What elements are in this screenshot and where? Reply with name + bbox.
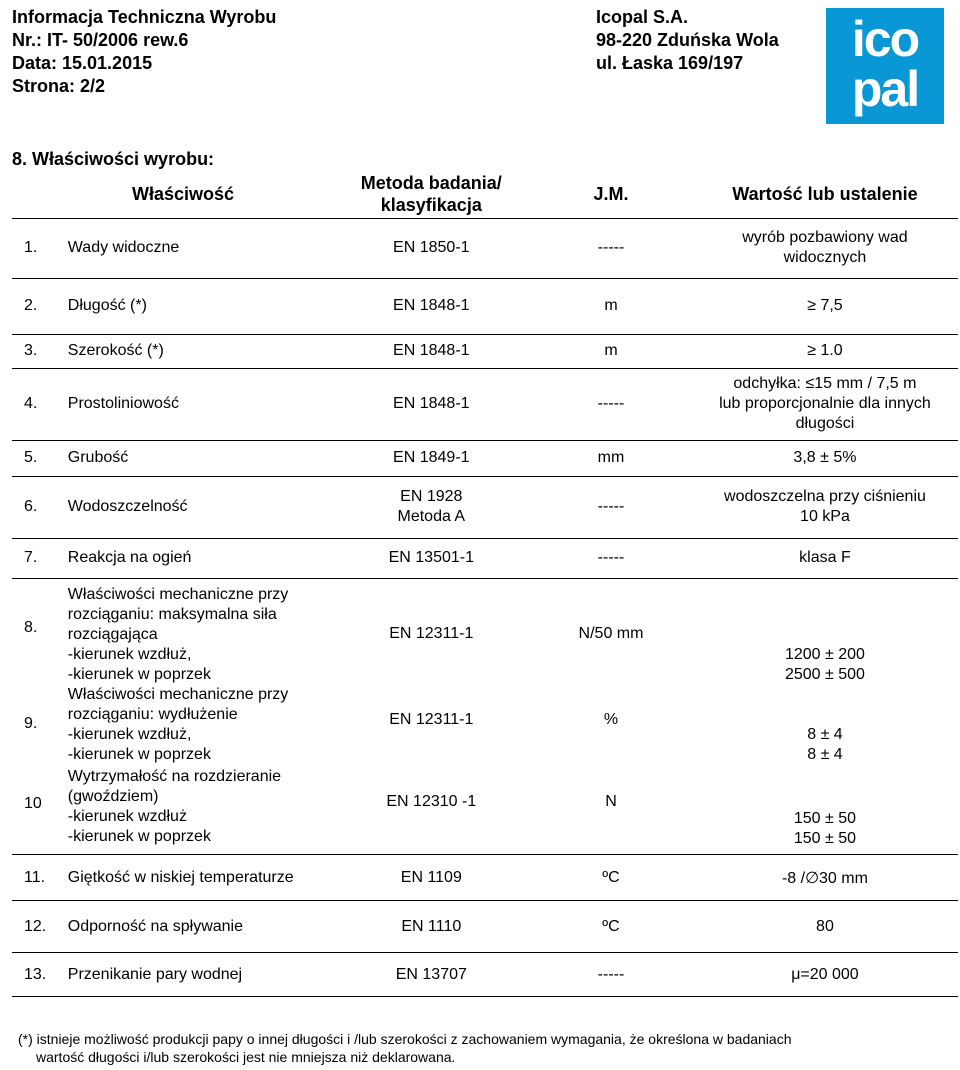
- table-header-row: [12, 171, 958, 218]
- doc-date: Data: 15.01.2015: [12, 53, 153, 73]
- table-row: 13. Przenikanie pary wodnej EN 13707 ----- μ=20 000: [12, 953, 958, 997]
- company-city: 98-220 Zduńska Wola: [596, 30, 779, 50]
- header-unit: J.M.: [530, 171, 692, 218]
- company-name: Icopal S.A.: [596, 7, 689, 27]
- company-street: ul. Łaska 169/197: [596, 53, 744, 73]
- table-row: 12. Odporność na spływanie EN 1110 ºC 80: [12, 901, 958, 953]
- logo-text-bottom: pal: [851, 61, 919, 117]
- icopal-logo: [826, 8, 944, 124]
- footnote-line-2: wartość długości i/lub szerokości jest nie mniejsza niż deklarowana.: [36, 1049, 456, 1065]
- table-row: 3. Szerokość (*) EN 1848-1 m ≥ 1.0: [12, 334, 958, 368]
- header-value: Wartość lub ustalenie: [692, 171, 958, 218]
- footnote: [18, 1030, 948, 1066]
- document-header-left: [12, 6, 276, 98]
- table-row: 6. Wodoszczelność EN 1928 Metoda A ----- wodoszczelna przy ciśnieniu 10 kPa: [12, 476, 958, 538]
- doc-page: Strona: 2/2: [12, 76, 106, 96]
- table-row: 1. Wady widoczne EN 1850-1 ----- wyrób pozbawiony wad widocznych: [12, 218, 958, 278]
- table-row: 7. Reakcja na ogień EN 13501-1 ----- klasa F: [12, 538, 958, 578]
- table-row: 10 Wytrzymałość na rozdzieranie (gwoździem) -kierunek wzdłuż -kierunek w poprzek EN 12310 -1 N 150 ± 50 150 ± 50: [12, 767, 958, 855]
- table-row: 2. Długość (*) EN 1848-1 m ≥ 7,5: [12, 278, 958, 334]
- doc-title: Informacja Techniczna Wyrobu: [12, 7, 277, 27]
- table-row: 8. Właściwości mechaniczne przy rozciąganiu: maksymalna siła rozciągająca -kierunek wzdłuż, -kierunek w poprzek EN 12311-1 N/50 mm 1200 ± 200 2500 ± 500: [24, 585, 865, 683]
- company-address: [596, 6, 779, 75]
- table-row: 4. Prostoliniowość EN 1848-1 ----- odchyłka: ≤15 mm / 7,5 m lub proporcjonalnie dla innych długości: [12, 368, 958, 440]
- header-property: Właściwość: [12, 171, 333, 218]
- properties-table: [12, 171, 958, 997]
- logo-text-top: ico: [851, 11, 919, 67]
- footnote-line-1: (*) istnieje możliwość produkcji papy o innej długości i /lub szerokości z zachowaniem wymagania, że określona w badaniach: [18, 1031, 792, 1047]
- table-row: 11. Giętkość w niskiej temperaturze EN 1109 ºC -8 /∅30 mm: [12, 855, 958, 901]
- section-title: 8. Właściwości wyrobu:: [12, 149, 215, 169]
- doc-number: Nr.: IT- 50/2006 rew.6: [12, 30, 189, 50]
- table-row: 5. Grubość EN 1849-1 mm 3,8 ± 5%: [12, 440, 958, 476]
- header-method: Metoda badania/ klasyfikacja: [333, 171, 531, 218]
- table-row: 9. Właściwości mechaniczne przy rozciąganiu: wydłużenie -kierunek wzdłuż, -kierunek w poprzek EN 12311-1 % 8 ± 4 8 ± 4: [24, 685, 843, 763]
